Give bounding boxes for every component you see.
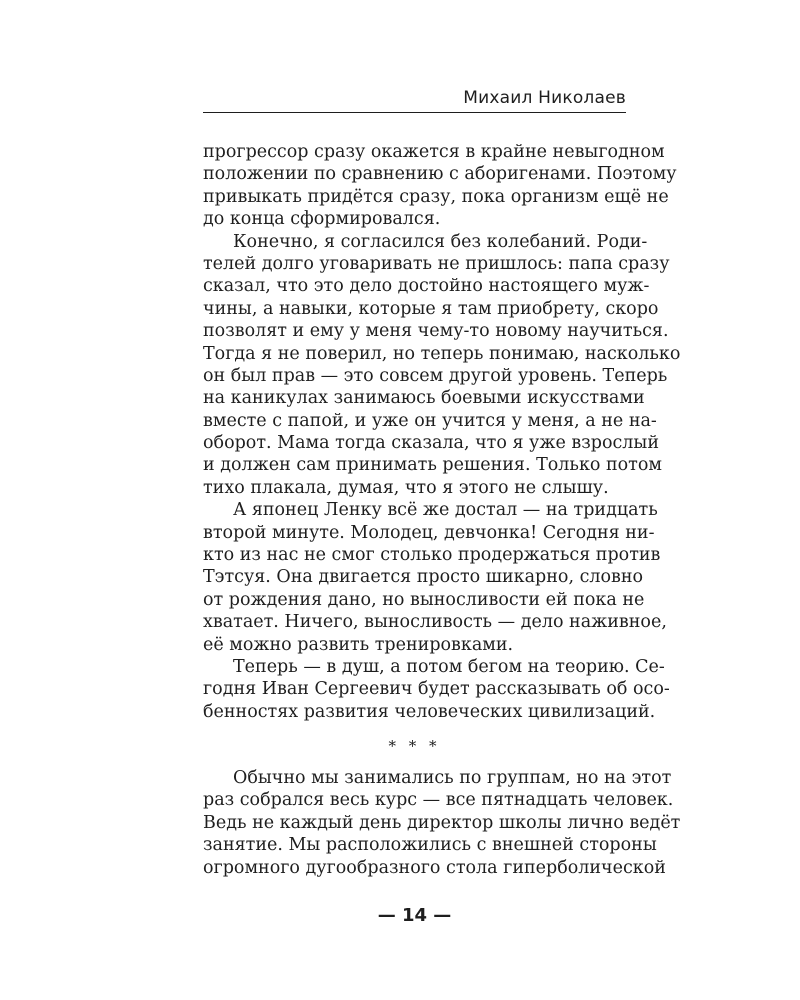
- text-line: её можно развить тренировками.: [203, 634, 514, 655]
- text-line: он был прав — это совсем другой уровень. Теперь: [203, 365, 668, 386]
- text-line: на каникулах занимаюсь боевыми искусствами: [203, 388, 645, 409]
- text-line: раз собрался весь курс — все пятнадцать человек.: [203, 790, 674, 811]
- text-line: и должен сам принимать решения. Только потом: [203, 455, 663, 476]
- text-block-after-separator: [203, 767, 681, 879]
- text-line: Обычно мы занимались по группам, но на этот: [233, 768, 672, 788]
- text-line: позволят и ему у меня чему-то новому научиться.: [203, 321, 669, 342]
- text-line: от рождения дано, но выносливости ей пока не: [203, 589, 645, 610]
- text-line: тихо плакала, думая, что я этого не слышу.: [203, 477, 609, 498]
- section-separator: * * *: [388, 737, 441, 755]
- text-line: привыкать придётся сразу, пока организм ещё не: [203, 186, 669, 207]
- text-line: вместе с папой, и уже он учится у меня, а не на-: [203, 410, 657, 431]
- text-line: А японец Ленку всё же достал — на тридцать: [233, 500, 658, 521]
- text-line: второй минуте. Молодец, девчонка! Сегодня ни-: [203, 522, 655, 543]
- text-line: Тогда я не поверил, но теперь понимаю, насколько: [203, 343, 681, 364]
- text-line: прогрессор сразу окажется в крайне невыгодном: [203, 142, 665, 162]
- text-line: положении по сравнению с аборигенами. Поэтому: [203, 164, 677, 185]
- text-line: Конечно, я согласился без колебаний. Роди-: [233, 231, 648, 252]
- text-line: огромного дугообразного стола гиперболической: [203, 857, 666, 878]
- text-line: занятие. Мы расположились с внешней стороны: [203, 835, 657, 856]
- text-line: бенностях развития человеческих цивилизаций.: [203, 701, 656, 722]
- text-line: оборот. Мама тогда сказала, что я уже взрослый: [203, 433, 660, 454]
- text-line: сказал, что это дело достойно настоящего муж-: [203, 276, 650, 297]
- running-header-author: Михаил Николаев: [463, 88, 626, 108]
- header-rule: [203, 112, 626, 113]
- text-line: Теперь — в душ, а потом бегом на теорию. Се-: [233, 656, 665, 677]
- text-block-main: [203, 141, 681, 723]
- text-line: хватает. Ничего, выносливость — дело наживное,: [203, 612, 667, 633]
- text-line: до конца сформировался.: [203, 209, 441, 230]
- text-line: годня Иван Сергеевич будет рассказывать об осо-: [203, 679, 670, 700]
- text-line: кто из нас не смог столько продержаться против: [203, 545, 661, 566]
- text-line: телей долго уговаривать не пришлось: папа сразу: [203, 253, 670, 274]
- page-number: — 14 —: [377, 905, 452, 926]
- text-line: чины, а навыки, которые я там приобрету, скоро: [203, 298, 659, 319]
- text-line: Тэтсуя. Она двигается просто шикарно, словно: [203, 567, 644, 588]
- text-line: Ведь не каждый день директор школы лично ведёт: [203, 812, 681, 833]
